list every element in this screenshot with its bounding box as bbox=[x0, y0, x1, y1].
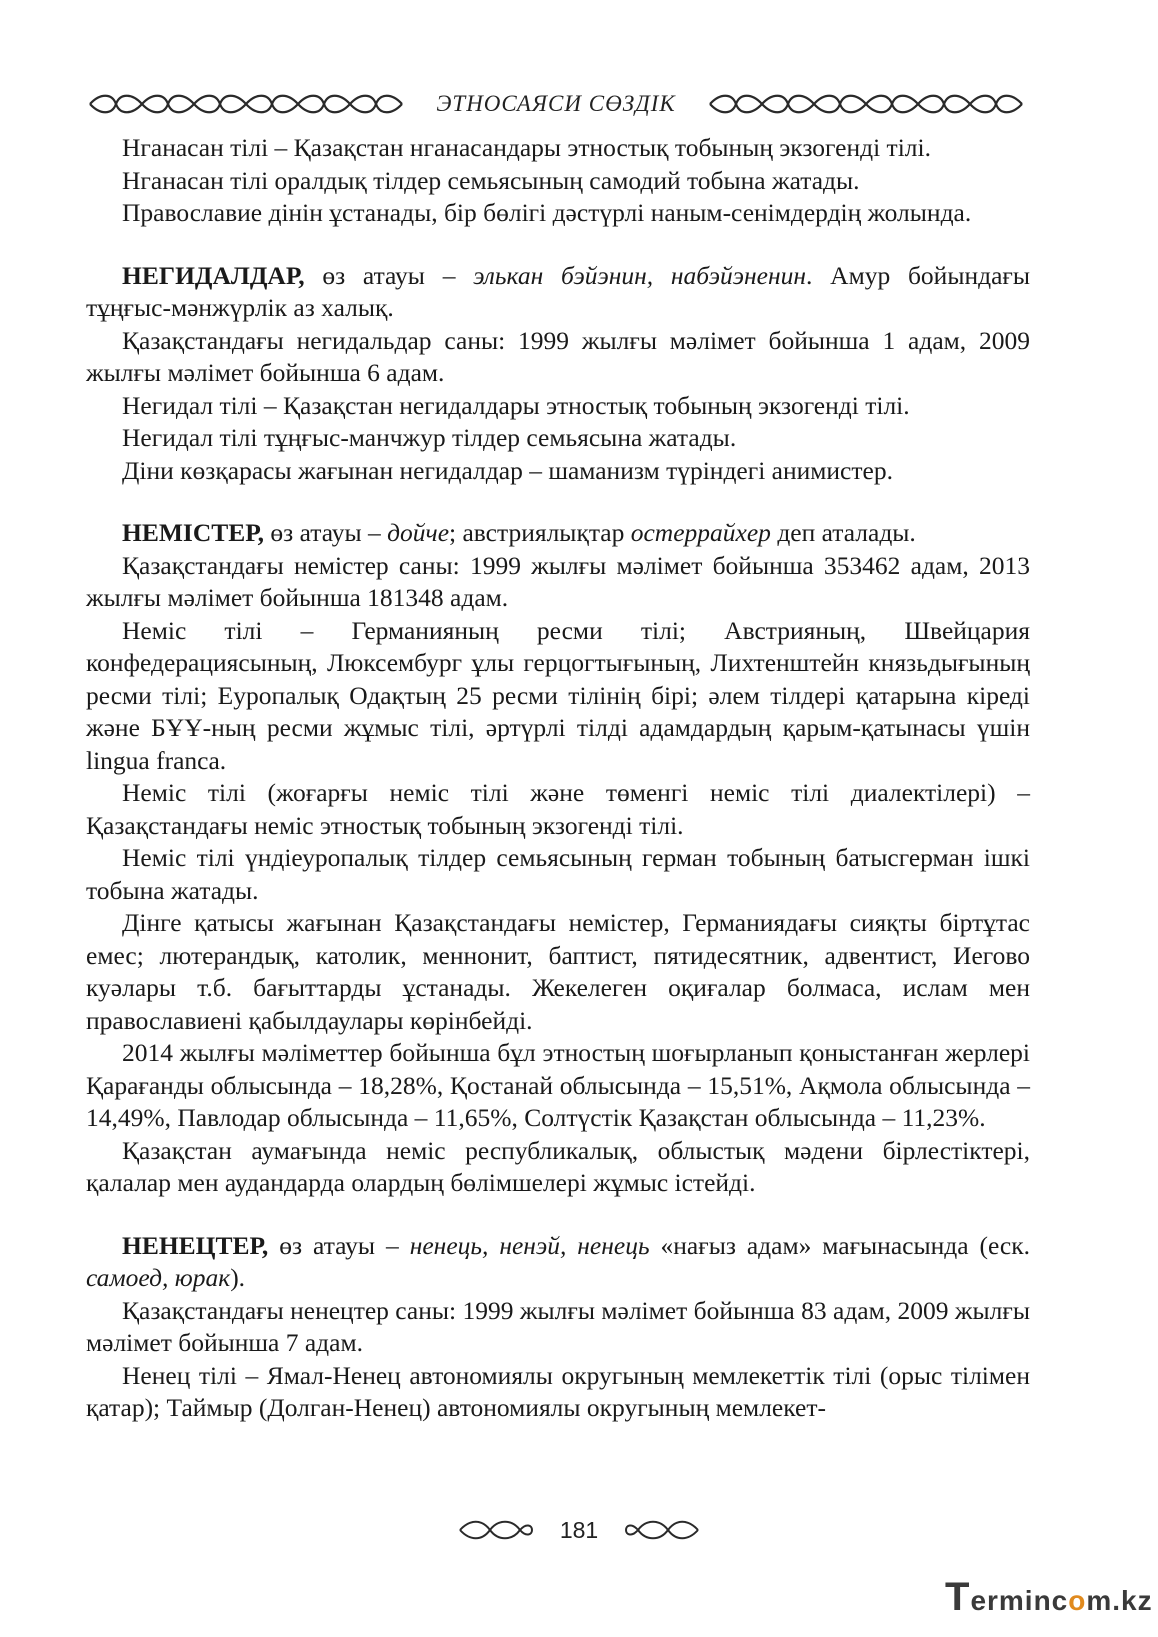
paragraph bbox=[86, 1295, 1030, 1360]
text-segment: Нганасан тілі – Қазақстан нганасандары этностық тобының экзогенді тілі. bbox=[122, 133, 931, 162]
site-watermark bbox=[945, 1575, 1153, 1625]
paragraph bbox=[86, 1037, 1030, 1135]
text-segment: ). bbox=[230, 1263, 246, 1292]
italic-term: ненець, ненэй, ненець bbox=[409, 1230, 650, 1260]
footer-ornament-left-icon bbox=[456, 1515, 536, 1545]
text-segment: Неміс тілі үндіеуропалық тілдер семьясының герман тобының батысгерман ішкі тобына жатады. bbox=[86, 843, 1030, 905]
header-title: ЭТНОСАЯСИ СӨЗДІК bbox=[436, 91, 676, 116]
text-segment: Православие дінін ұстанады, бір бөлігі дәстүрлі наным-сенімдердің жолында. bbox=[122, 198, 972, 227]
text-segment: Ненец тілі – Ямал-Ненец автономиялы округының мемлекеттік тілі (орыс тілімен қатар); Таймыр (Долган-Ненец) автономиялы округының мемлекет- bbox=[86, 1360, 1030, 1422]
paragraph bbox=[86, 842, 1030, 907]
paragraph bbox=[86, 197, 1030, 230]
paragraph bbox=[86, 260, 1030, 325]
text-segment: Дінге қатысы жағынан Қазақстандағы немістер, Германиядағы сияқты біртұтас емес; лютерандық, католик, меннонит, баптист, пятидесятник, адвентист, Иегово куәлары т.б. бағыттарды ұстанады. Жекелеген оқиғалар болмаса, ислам мен православиені қабылдаулары көрінбейді. bbox=[86, 908, 1030, 1035]
entry-term: НЕГИДАЛДАР, bbox=[122, 260, 305, 290]
paragraph bbox=[86, 517, 1030, 550]
italic-term: самоед, юрак bbox=[86, 1263, 231, 1292]
paragraph bbox=[86, 777, 1030, 842]
text-segment: Негидал тілі – Қазақстан негидалдары этностық тобының экзогенді тілі. bbox=[122, 390, 910, 420]
ornament-left-icon bbox=[86, 91, 416, 117]
paragraph bbox=[86, 132, 1030, 165]
text-segment: Негидал тілі тұңғыс-манчжур тілдер семьясына жатады. bbox=[122, 423, 737, 452]
paragraph bbox=[86, 422, 1030, 455]
italic-term: дойче bbox=[387, 518, 450, 547]
text-segment: деп аталады. bbox=[770, 518, 916, 547]
text-segment: ; австриялықтар bbox=[449, 518, 631, 547]
text-segment: Қазақстандағы немістер саны: 1999 жылғы мәлімет бойынша 353462 адам, 2013 жылғы мәлімет бойынша 181348 адам. bbox=[86, 550, 1030, 612]
text-segment: Қазақстандағы негидальдар саны: 1999 жылғы мәлімет бойынша 1 адам, 2009 жылғы мәлімет бойынша 6 адам. bbox=[86, 325, 1030, 387]
text-segment: 2014 жылғы мәліметтер бойынша бұл этностың шоғырланып қоныстанған жерлері Қарағанды облысында – 18,28%, Қостанай облысында – 15,51%, Ақмола облысында – 14,49%, Павлодар облысында – 11,65%, Солтүстік Қазақстан облысында – 11,23%. bbox=[86, 1038, 1030, 1132]
paragraph bbox=[86, 550, 1030, 615]
entry-term: НЕНЕЦТЕР, bbox=[122, 1230, 269, 1260]
paragraph bbox=[86, 165, 1030, 198]
paragraph bbox=[86, 615, 1030, 778]
text-segment: өз атауы – bbox=[264, 518, 388, 547]
page-footer bbox=[0, 1510, 1158, 1550]
paragraph bbox=[86, 325, 1030, 390]
text-segment: Неміс тілі – Германияның ресми тілі; Австрияның, Швейцария конфедерациясының, Люксембург ұлы герцогтығының, Лихтенштейн князьдығының ресми тілі; Еуропалық Одақтың 25 ресми тілінің бірі; әлем тілдері қатарына кіреді және БҰҰ-ның ресми жұмыс тілі, әртүрлі тілді адамдардың қарым-қатынасы үшін lingua franca. bbox=[86, 615, 1030, 775]
paragraph bbox=[86, 1360, 1030, 1425]
paragraph bbox=[86, 907, 1030, 1037]
watermark-letter: T bbox=[945, 1575, 971, 1619]
paragraph bbox=[86, 455, 1030, 488]
footer-ornament-right-icon bbox=[622, 1515, 702, 1545]
paragraph bbox=[86, 1230, 1030, 1295]
text-segment: Неміс тілі (жоғарғы неміс тілі және төменгі неміс тілі диалектілері) – Қазақстандағы неміс этностық тобының экзогенді тілі. bbox=[86, 778, 1030, 840]
page-number: 181 bbox=[559, 1516, 599, 1543]
text-segment: Діни көзқарасы жағынан негидалдар – шаманизм түріндегі анимистер. bbox=[122, 455, 893, 485]
text-segment: . Амур бойындағы тұңғыс-мәнжүрлік аз халық. bbox=[86, 260, 1030, 322]
italic-term: элькан бэйэнин, набэйэненин bbox=[473, 260, 807, 290]
paragraph bbox=[86, 1135, 1030, 1200]
text-segment: өз атауы – bbox=[268, 1230, 410, 1260]
italic-term: остеррайхер bbox=[630, 518, 771, 547]
paragraph bbox=[86, 390, 1030, 423]
watermark-domain: m.kz bbox=[1086, 1585, 1153, 1616]
body-text bbox=[86, 132, 1030, 1425]
text-segment: Қазақстандағы ненецтер саны: 1999 жылғы мәлімет бойынша 83 адам, 2009 жылғы мәлімет бойынша 7 адам. bbox=[86, 1295, 1030, 1357]
ornament-right-icon bbox=[696, 91, 1026, 117]
watermark-text: erminc bbox=[970, 1585, 1069, 1616]
text-segment: Қазақстан аумағында неміс республикалық, облыстық мәдени бірлестіктері, қалалар мен аудандарда олардың бөлімшелері жұмыс істейді. bbox=[86, 1135, 1030, 1197]
running-header bbox=[86, 84, 1026, 124]
watermark-accent: о bbox=[1068, 1585, 1087, 1616]
entry-term: НЕМІСТЕР, bbox=[122, 518, 265, 547]
text-segment: өз атауы – bbox=[304, 260, 474, 290]
text-segment: «нағыз адам» мағынасында (еск. bbox=[649, 1230, 1031, 1260]
text-segment: Нганасан тілі оралдық тілдер семьясының самодий тобына жатады. bbox=[122, 165, 860, 195]
